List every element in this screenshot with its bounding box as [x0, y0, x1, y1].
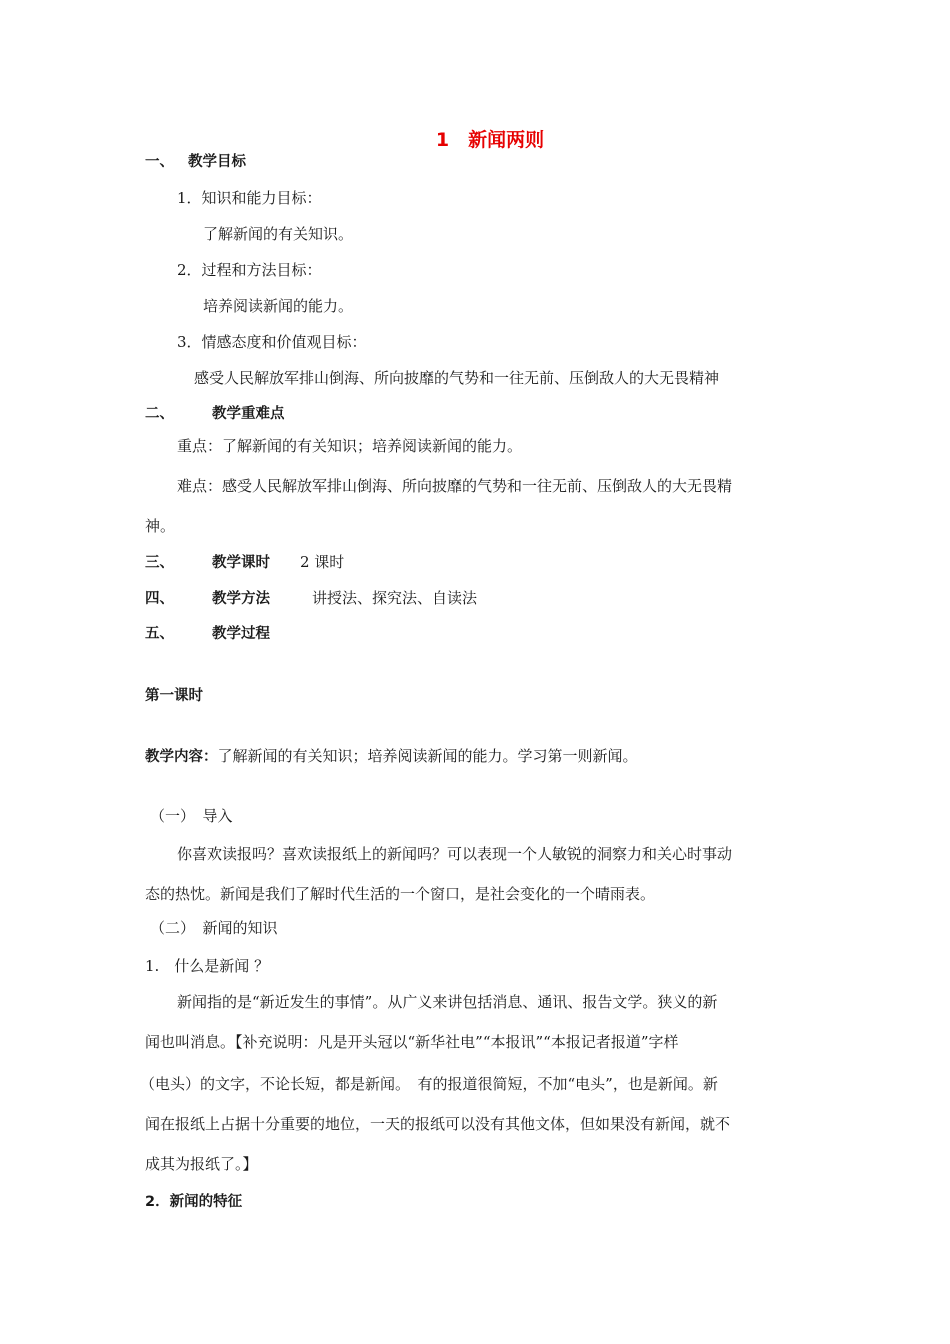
teaching-content-text: 了解新闻的有关知识；培养阅读新闻的能力。学习第一则新闻。 [217, 747, 638, 765]
part-1-heading: （一） 导入 [150, 807, 233, 825]
teaching-content-label: 教学内容： [145, 749, 218, 765]
news-definition-line-4: 闻在报纸上占据十分重要的地位，一天的报纸可以没有其他文体，但如果没有新闻，就不 [145, 1115, 731, 1133]
section-5-title: 教学过程 [212, 626, 270, 642]
section-2-heading [145, 404, 285, 424]
news-definition-line-5: 成其为报纸了。】 [145, 1155, 258, 1173]
section-4-title: 教学方法 [212, 591, 270, 607]
section-2-title: 教学重难点 [212, 406, 285, 422]
section-1-number: 一、 [145, 154, 174, 170]
difficulty-text-line-1: 难点：感受人民解放军排山倒海、所向披靡的气势和一往无前、压倒敌人的大无畏精 [177, 477, 733, 495]
objective-1-label: 1．知识和能力目标： [177, 189, 322, 207]
teaching-content-row [145, 746, 638, 767]
key-point-text: 重点：了解新闻的有关知识；培养阅读新闻的能力。 [177, 437, 523, 455]
news-definition-line-2: 闻也叫消息。【补充说明：凡是开头冠以“新华社电”“本报讯”“本报记者报道”字样 [145, 1033, 679, 1051]
section-3-number: 三、 [145, 555, 174, 571]
section-5-number: 五、 [145, 626, 174, 642]
difficulty-text-line-2: 神。 [145, 517, 176, 535]
section-5-heading [145, 624, 270, 644]
news-definition-line-3: （电头）的文字，不论长短，都是新闻。 有的报道很简短，不加“电头”，也是新闻。新 [140, 1075, 718, 1093]
section-4-number: 四、 [145, 591, 174, 607]
question-1-heading: 1. 什么是新闻 ？ [145, 957, 270, 975]
objective-3-label: 3．情感态度和价值观目标： [177, 333, 367, 351]
intro-text-line-2: 态的热忱。新闻是我们了解时代生活的一个窗口，是社会变化的一个晴雨表。 [145, 885, 656, 903]
section-1-title: 教学目标 [188, 154, 246, 170]
section-1-heading [145, 152, 246, 172]
objective-2-label: 2．过程和方法目标： [177, 261, 322, 279]
section-4-value: 讲授法、探究法、自读法 [312, 589, 478, 607]
section-4-row [145, 588, 477, 609]
section-3-title: 教学课时 [212, 555, 270, 571]
part-2-heading: （二） 新闻的知识 [150, 919, 278, 937]
section-2-number: 二、 [145, 406, 174, 422]
objective-1-text: 了解新闻的有关知识。 [203, 225, 354, 243]
objective-3-text: 感受人民解放军排山倒海、所向披靡的气势和一往无前、压倒敌人的大无畏精神 [194, 369, 720, 387]
news-definition-line-1: 新闻指的是“新近发生的事情”。从广义来讲包括消息、通讯、报告文学。狭义的新 [177, 993, 718, 1011]
objective-2-text: 培养阅读新闻的能力。 [203, 297, 354, 315]
section-3-value: 2 课时 [300, 553, 345, 571]
intro-text-line-1: 你喜欢读报吗？喜欢读报纸上的新闻吗？可以表现一个人敏锐的洞察力和关心时事动 [177, 845, 733, 863]
section-3-row [145, 552, 344, 573]
lesson-1-heading: 第一课时 [145, 688, 203, 704]
question-2-heading: 2．新闻的特征 [145, 1194, 243, 1210]
document-title: 1 新闻两则 [435, 129, 545, 151]
